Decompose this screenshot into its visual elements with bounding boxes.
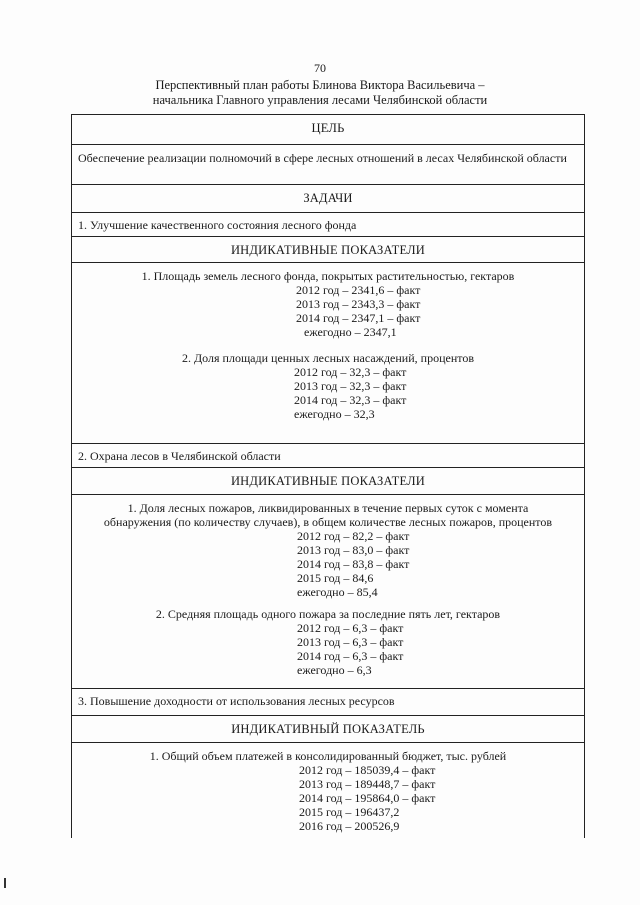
indicator-value: 2015 год – 84,6 (297, 571, 374, 585)
indicator-values (72, 621, 584, 677)
indicator-value: ежегодно – 85,4 (297, 585, 378, 599)
indicator-name: 1. Общий объем платежей в консолидированный бюджет, тыс. рублей (149, 749, 507, 763)
indicator-value: 2014 год – 32,3 – факт (294, 393, 407, 407)
task-2-title: 2. Охрана лесов в Челябинской области (72, 444, 584, 468)
indicator-values (72, 365, 584, 421)
indicator-value: 2012 год – 32,3 – факт (294, 365, 407, 379)
goal-header: ЦЕЛЬ (72, 115, 584, 145)
title-line-2: начальника Главного управления лесами Челябинской области (152, 93, 488, 107)
indicator-value: 2012 год – 185039,4 – факт (299, 763, 436, 777)
title-line-1: Перспективный план работы Блинова Виктора Васильевича – (155, 78, 485, 92)
indicator-value: 2012 год – 6,3 – факт (297, 621, 404, 635)
indicator-value: ежегодно – 2347,1 (304, 325, 397, 339)
indicator-value: 2013 год – 2343,3 – факт (296, 297, 421, 311)
indicator-name: обнаружения (по количеству случаев), в общем количестве лесных пожаров, процентов (103, 515, 553, 529)
indicator-values (72, 529, 584, 599)
task-1-title: 1. Улучшение качественного состояния лесного фонда (72, 213, 584, 237)
indicator-value: 2013 год – 6,3 – факт (297, 635, 404, 649)
plan-table (71, 114, 585, 838)
indicator-value: 2012 год – 2341,6 – факт (296, 283, 421, 297)
indicator-value: 2014 год – 2347,1 – факт (296, 311, 421, 325)
goal-text: Обеспечение реализации полномочий в сфере лесных отношений в лесах Челябинской области (72, 145, 584, 185)
task-2-indicators-header: ИНДИКАТИВНЫЕ ПОКАЗАТЕЛИ (72, 468, 584, 495)
indicator-value: 2013 год – 189448,7 – факт (299, 777, 436, 791)
indicator-value: 2014 год – 6,3 – факт (297, 649, 404, 663)
tasks-header: ЗАДАЧИ (72, 185, 584, 213)
indicator-name: 2. Доля площади ценных лесных насаждений, процентов (182, 351, 474, 365)
document-title (0, 78, 640, 108)
indicator-name: 1. Доля лесных пожаров, ликвидированных в течение первых суток с момента (127, 501, 529, 515)
indicator-value: ежегодно – 6,3 (297, 663, 372, 677)
indicator-values (72, 283, 584, 339)
task-3-indicators (72, 743, 584, 838)
task-3-indicators-header: ИНДИКАТИВНЫЙ ПОКАЗАТЕЛЬ (72, 716, 584, 743)
indicator-value: 2015 год – 196437,2 (299, 805, 400, 819)
indicator-name: 2. Средняя площадь одного пожара за последние пять лет, гектаров (155, 607, 501, 621)
indicator-values (72, 763, 584, 833)
task-2-indicators (72, 495, 584, 689)
indicator-value: 2014 год – 195864,0 – факт (299, 791, 436, 805)
task-3-title: 3. Повышение доходности от использования лесных ресурсов (72, 689, 584, 716)
task-1-indicators-header: ИНДИКАТИВНЫЕ ПОКАЗАТЕЛИ (72, 237, 584, 263)
indicator-value: 2012 год – 82,2 – факт (297, 529, 410, 543)
indicator-value: ежегодно – 32,3 (294, 407, 375, 421)
binding-mark (4, 878, 6, 888)
indicator-name: 1. Площадь земель лесного фонда, покрытых растительностью, гектаров (141, 269, 515, 283)
indicator-value: 2013 год – 83,0 – факт (297, 543, 410, 557)
indicator-value: 2016 год – 200526,9 (299, 819, 400, 833)
task-1-indicators (72, 263, 584, 444)
page-number: 70 (314, 61, 326, 75)
indicator-value: 2014 год – 83,8 – факт (297, 557, 410, 571)
indicator-value: 2013 год – 32,3 – факт (294, 379, 407, 393)
